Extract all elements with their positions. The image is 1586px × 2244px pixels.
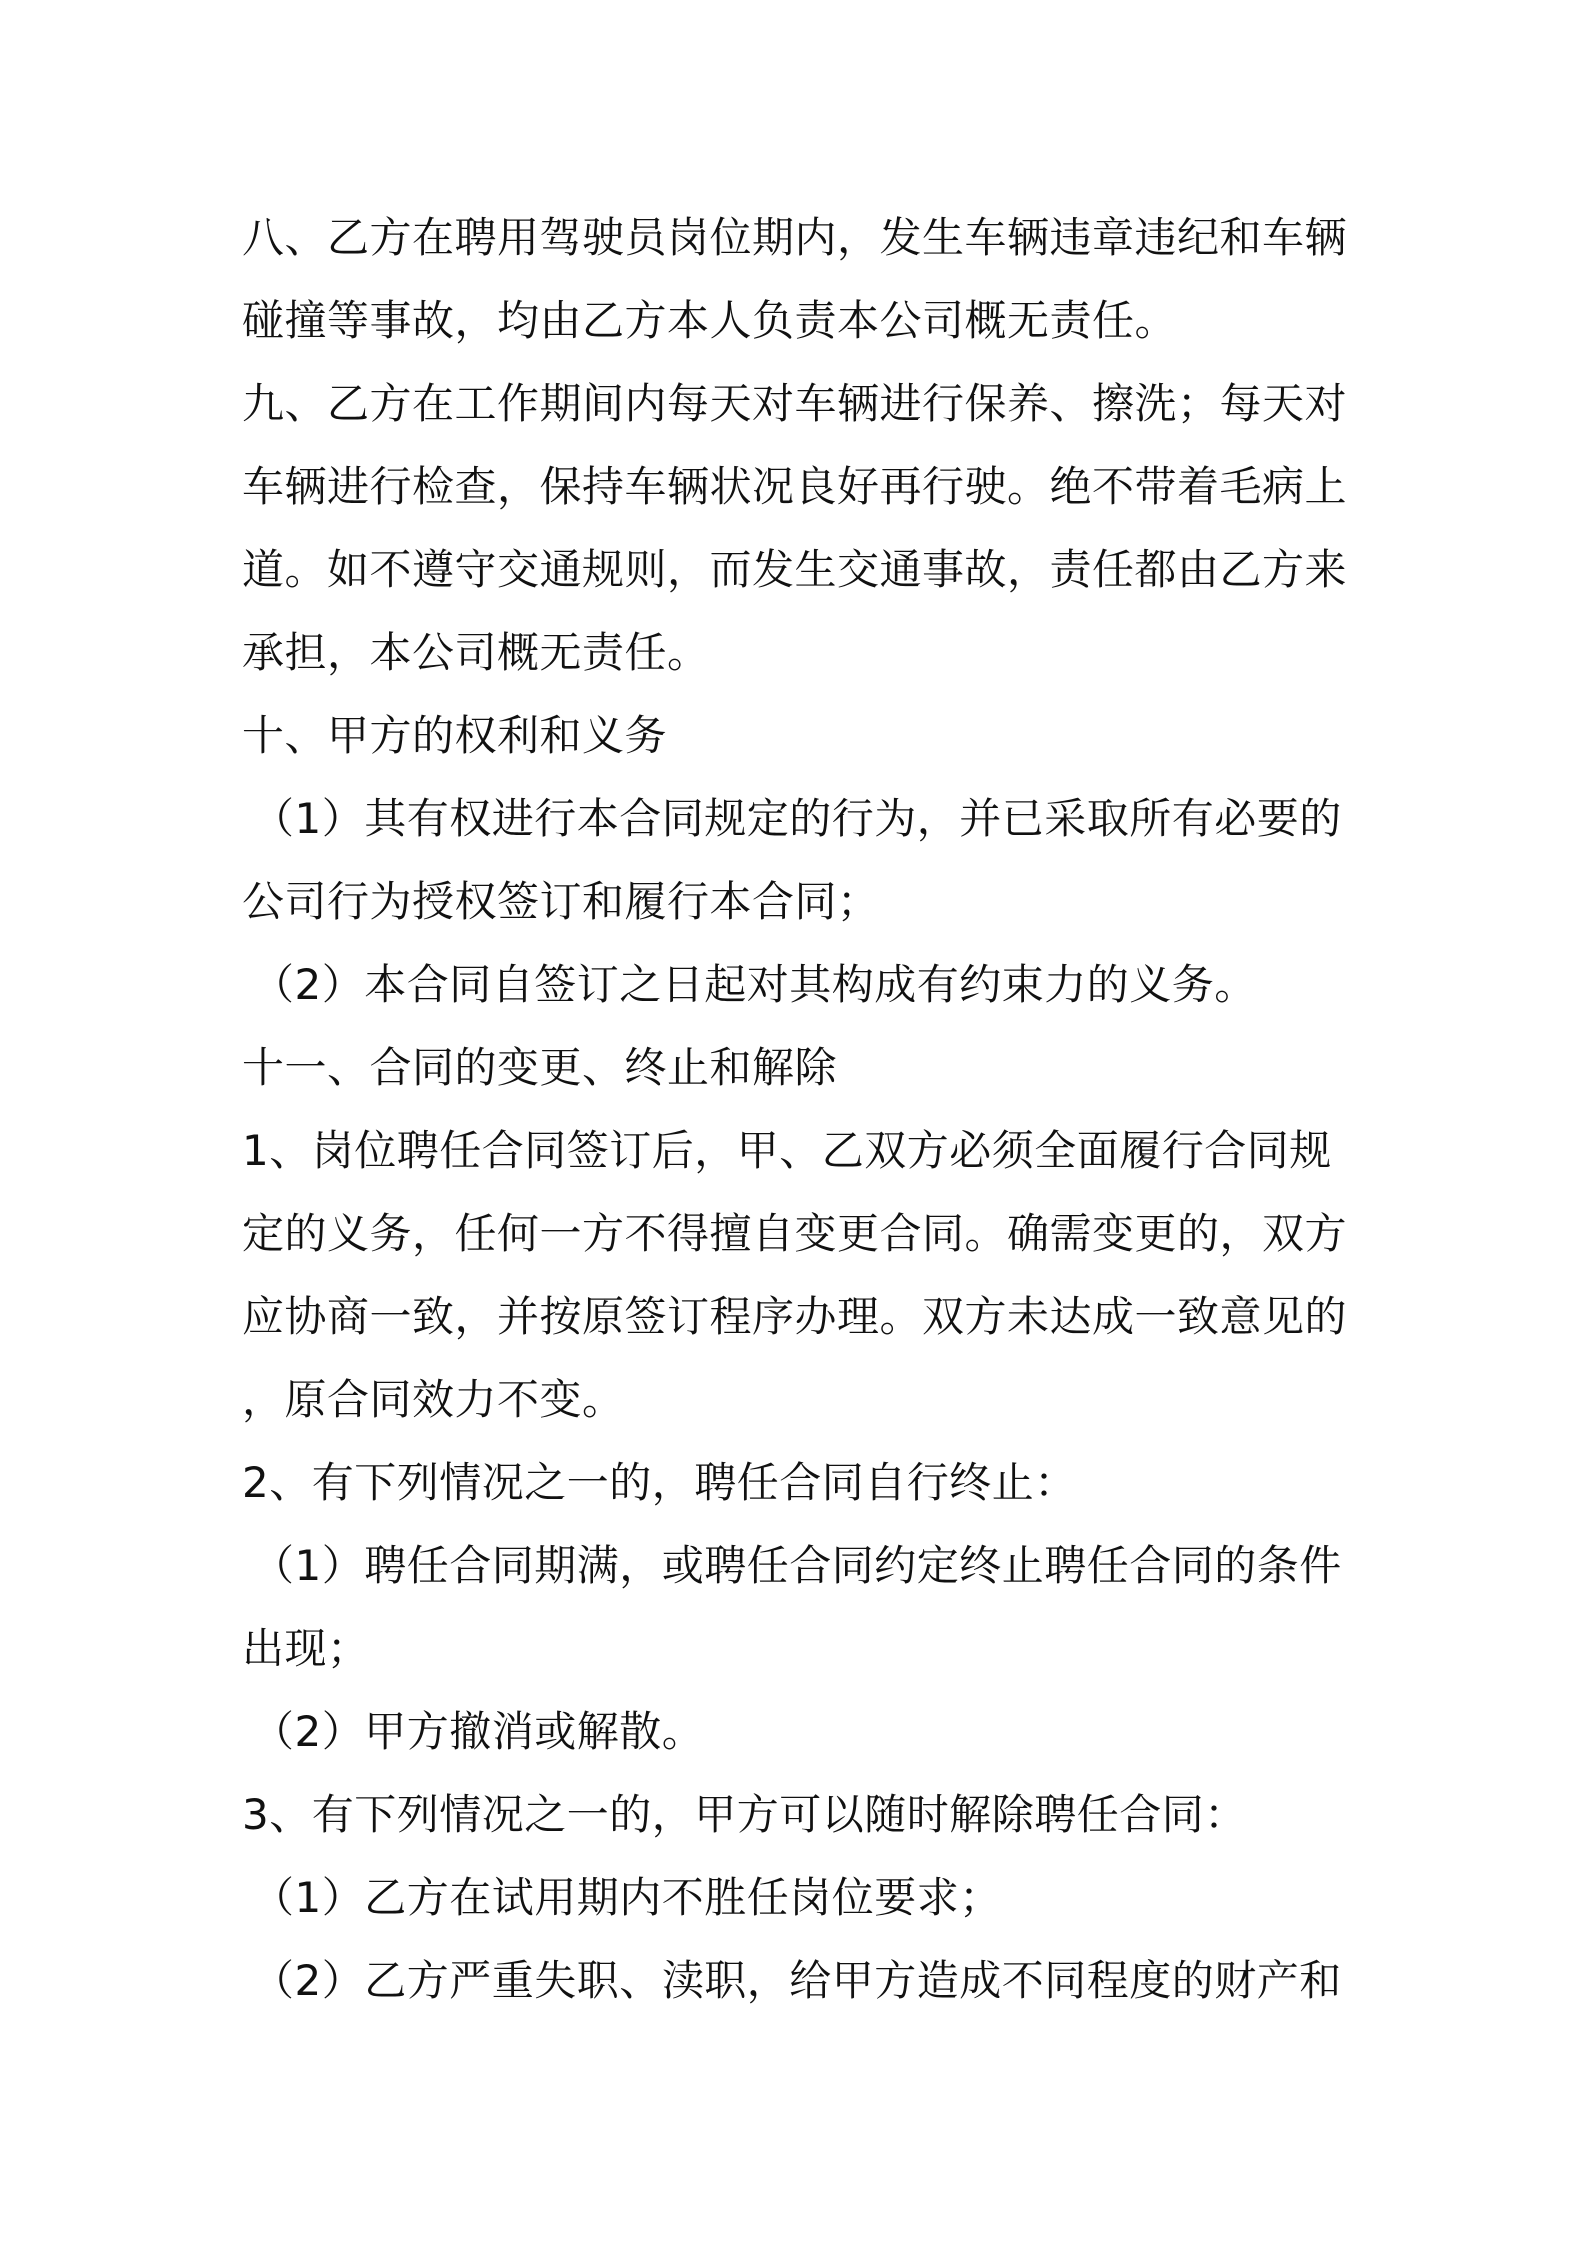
text-line: 碰撞等事故，均由乙方本人负责本公司概无责任。 bbox=[242, 296, 1178, 345]
list-item: （1）其有权进行本合同规定的行为，并已采取所有必要的 bbox=[252, 794, 1342, 843]
text-line: 公司行为授权签订和履行本合同； bbox=[242, 877, 880, 926]
list-item: （1）乙方在试用期内不胜任岗位要求； bbox=[252, 1873, 1002, 1922]
text-line: 出现； bbox=[242, 1624, 370, 1673]
section-heading: 十一、合同的变更、终止和解除 bbox=[242, 1043, 838, 1092]
text-line: 道。如不遵守交通规则，而发生交通事故，责任都由乙方来 bbox=[242, 545, 1348, 594]
section-heading: 十、甲方的权利和义务 bbox=[242, 711, 668, 760]
text-line: ，原合同效力不变。 bbox=[242, 1375, 625, 1424]
text-line: 八、乙方在聘用驾驶员岗位期内，发生车辆违章违纪和车辆 bbox=[242, 213, 1348, 262]
list-item: （2）乙方严重失职、渎职，给甲方造成不同程度的财产和 bbox=[252, 1956, 1342, 2005]
document-body bbox=[242, 196, 1362, 2022]
list-item: （2）甲方撤消或解散。 bbox=[252, 1707, 705, 1756]
text-line: 九、乙方在工作期间内每天对车辆进行保养、擦洗；每天对 bbox=[242, 379, 1348, 428]
text-line: 车辆进行检查，保持车辆状况良好再行驶。绝不带着毛病上 bbox=[242, 462, 1348, 511]
text-line: 3、有下列情况之一的，甲方可以随时解除聘任合同： bbox=[242, 1790, 1247, 1839]
text-line: 应协商一致，并按原签订程序办理。双方未达成一致意见的 bbox=[242, 1292, 1348, 1341]
text-line: 定的义务，任何一方不得擅自变更合同。确需变更的，双方 bbox=[242, 1209, 1348, 1258]
text-line: 承担，本公司概无责任。 bbox=[242, 628, 710, 677]
list-item: （2）本合同自签订之日起对其构成有约束力的义务。 bbox=[252, 960, 1257, 1009]
text-line: 1、岗位聘任合同签订后，甲、乙双方必须全面履行合同规 bbox=[242, 1126, 1332, 1175]
text-line: 2、有下列情况之一的，聘任合同自行终止： bbox=[242, 1458, 1077, 1507]
list-item: （1）聘任合同期满，或聘任合同约定终止聘任合同的条件 bbox=[252, 1541, 1342, 1590]
